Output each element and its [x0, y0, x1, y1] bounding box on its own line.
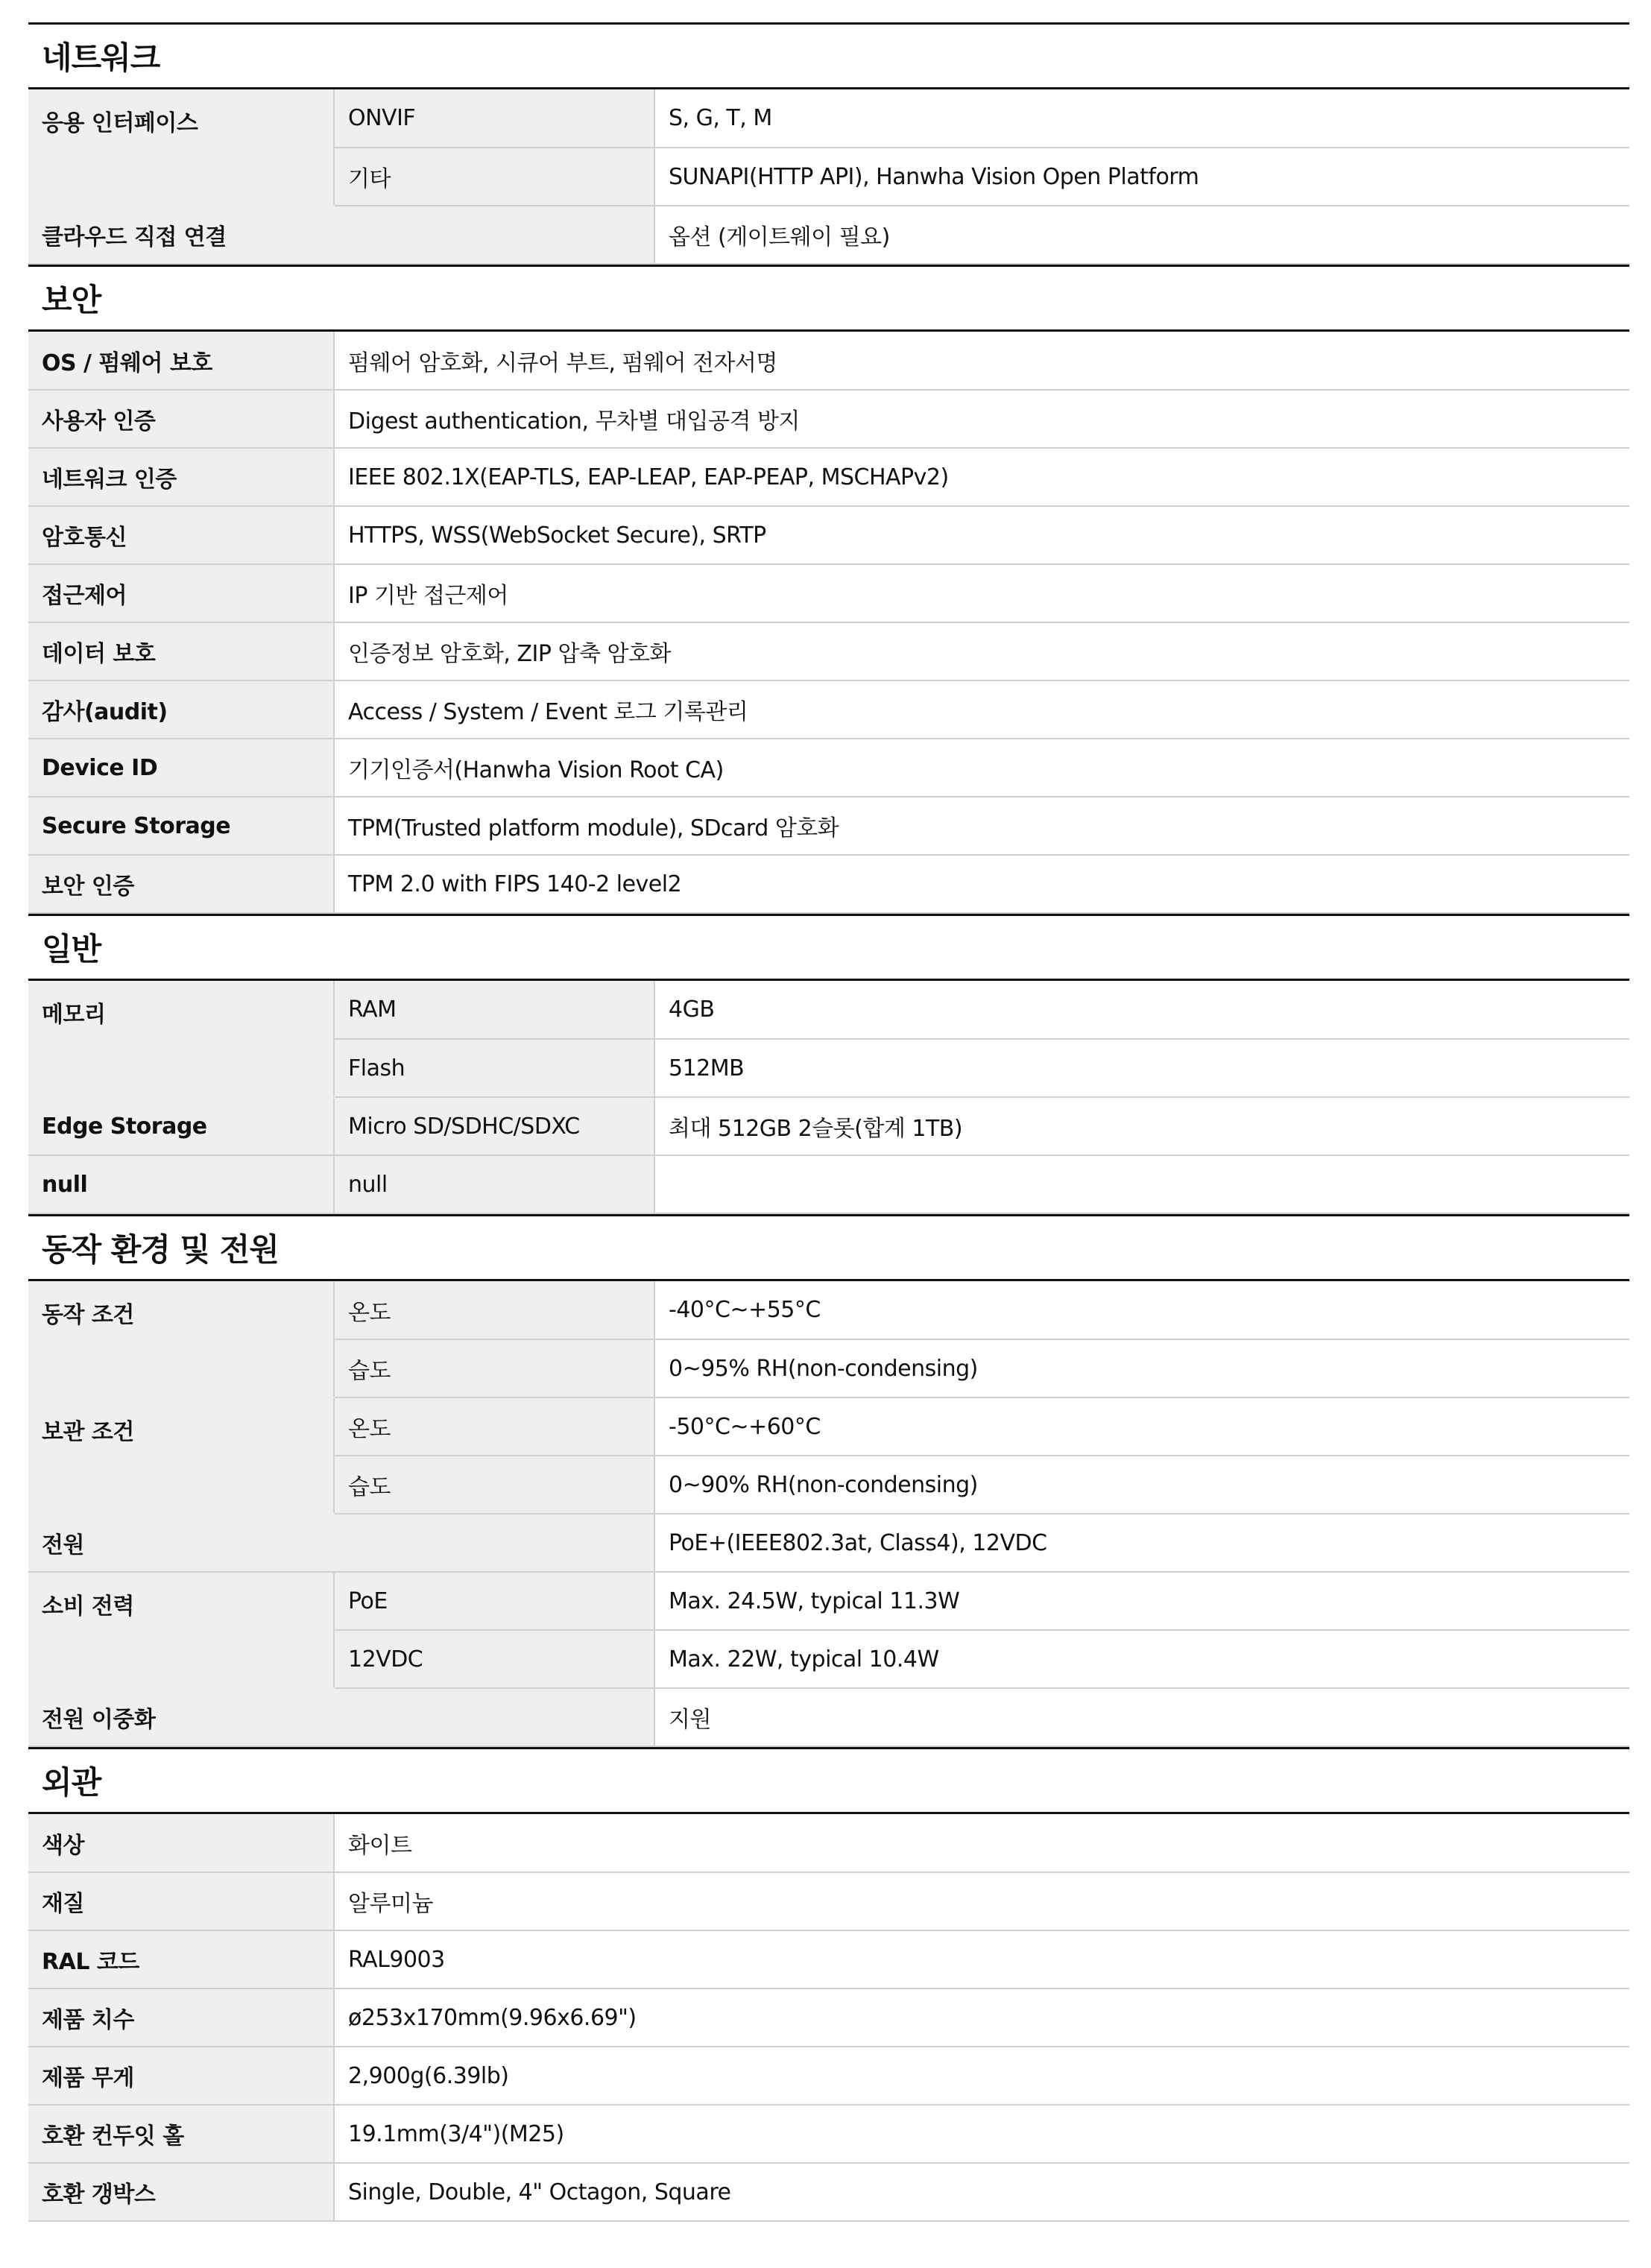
flash-label: Flash [334, 1039, 654, 1097]
security-label: 사용자 인증 [28, 390, 334, 448]
table-row [28, 206, 1629, 264]
security-label: 접근제어 [28, 564, 334, 622]
table-row [28, 2047, 1629, 2105]
exterior-label: 제품 무게 [28, 2047, 334, 2105]
section-title-general: 일반 [28, 914, 1629, 981]
table-row [28, 739, 1629, 797]
section-title-exterior: 외관 [28, 1747, 1629, 1814]
table-row [28, 1397, 1629, 1456]
st-temp-value: -50°C~+60°C [654, 1397, 1629, 1456]
cloud-label: 클라우드 직접 연결 [28, 206, 654, 264]
security-label: 데이터 보호 [28, 622, 334, 680]
st-humidity-label: 습도 [334, 1456, 654, 1514]
table-row [28, 1281, 1629, 1339]
environment-table [28, 1281, 1629, 1747]
edge-storage-label: Edge Storage [28, 1097, 334, 1155]
section-title-security: 보안 [28, 265, 1629, 332]
op-temp-label: 온도 [334, 1281, 654, 1339]
table-row [28, 506, 1629, 564]
op-temp-value: -40°C~+55°C [654, 1281, 1629, 1339]
section-title-network: 네트워크 [28, 22, 1629, 89]
table-row [28, 332, 1629, 390]
security-label: 암호통신 [28, 506, 334, 564]
exterior-label: RAL 코드 [28, 1930, 334, 1989]
etc-value: SUNAPI(HTTP API), Hanwha Vision Open Platform [654, 148, 1629, 206]
security-table [28, 332, 1629, 914]
flash-value: 512MB [654, 1039, 1629, 1097]
table-row [28, 1872, 1629, 1930]
storage-condition-label: 보관 조건 [28, 1397, 334, 1514]
security-value: TPM 2.0 with FIPS 140-2 level2 [334, 855, 1629, 913]
spec-sheet [28, 22, 1629, 2222]
table-row [28, 89, 1629, 148]
table-row [28, 1572, 1629, 1630]
security-label: 보안 인증 [28, 855, 334, 913]
security-label: 네트워크 인증 [28, 448, 334, 506]
table-row [28, 622, 1629, 680]
security-value: Digest authentication, 무차별 대입공격 방지 [334, 390, 1629, 448]
table-row [28, 797, 1629, 855]
table-row [28, 564, 1629, 622]
table-row [28, 1097, 1629, 1155]
exterior-label: 색상 [28, 1814, 334, 1872]
table-row [28, 448, 1629, 506]
table-row [28, 1930, 1629, 1989]
power-label: 전원 [28, 1514, 654, 1572]
security-label: Device ID [28, 739, 334, 797]
table-row [28, 1814, 1629, 1872]
security-label: 감사(audit) [28, 680, 334, 739]
table-row [28, 981, 1629, 1039]
power-redundancy-value: 지원 [654, 1688, 1629, 1746]
null-sub: null [334, 1155, 654, 1213]
table-row [28, 390, 1629, 448]
exterior-table [28, 1814, 1629, 2222]
onvif-label: ONVIF [334, 89, 654, 148]
exterior-value: RAL9003 [334, 1930, 1629, 1989]
st-temp-label: 온도 [334, 1397, 654, 1456]
security-value: 펌웨어 암호화, 시큐어 부트, 펌웨어 전자서명 [334, 332, 1629, 390]
exterior-value: 2,900g(6.39lb) [334, 2047, 1629, 2105]
exterior-value: Single, Double, 4" Octagon, Square [334, 2163, 1629, 2221]
exterior-value: 화이트 [334, 1814, 1629, 1872]
power-redundancy-label: 전원 이중화 [28, 1688, 654, 1746]
security-value: IEEE 802.1X(EAP-TLS, EAP-LEAP, EAP-PEAP, MSCHAPv2) [334, 448, 1629, 506]
table-row [28, 2105, 1629, 2163]
security-value: HTTPS, WSS(WebSocket Secure), SRTP [334, 506, 1629, 564]
security-value: 기기인증서(Hanwha Vision Root CA) [334, 739, 1629, 797]
op-humidity-label: 습도 [334, 1339, 654, 1397]
exterior-label: 호환 컨두잇 홀 [28, 2105, 334, 2163]
security-value: IP 기반 접근제어 [334, 564, 1629, 622]
exterior-value: 알루미늄 [334, 1872, 1629, 1930]
onvif-value: S, G, T, M [654, 89, 1629, 148]
exterior-label: 제품 치수 [28, 1989, 334, 2047]
ram-label: RAM [334, 981, 654, 1039]
exterior-value: ø253x170mm(9.96x6.69") [334, 1989, 1629, 2047]
exterior-label: 호환 갱박스 [28, 2163, 334, 2221]
null-value [654, 1155, 1629, 1213]
table-row [28, 1155, 1629, 1213]
security-value: Access / System / Event 로그 기록관리 [334, 680, 1629, 739]
table-row [28, 680, 1629, 739]
vdc-value: Max. 22W, typical 10.4W [654, 1630, 1629, 1688]
op-humidity-value: 0~95% RH(non-condensing) [654, 1339, 1629, 1397]
network-table [28, 89, 1629, 265]
null-label: null [28, 1155, 334, 1213]
edge-storage-value: 최대 512GB 2슬롯(합계 1TB) [654, 1097, 1629, 1155]
table-row [28, 2163, 1629, 2221]
security-label: OS / 펌웨어 보호 [28, 332, 334, 390]
edge-storage-sub: Micro SD/SDHC/SDXC [334, 1097, 654, 1155]
table-row [28, 1989, 1629, 2047]
poe-value: Max. 24.5W, typical 11.3W [654, 1572, 1629, 1630]
poe-label: PoE [334, 1572, 654, 1630]
vdc-label: 12VDC [334, 1630, 654, 1688]
app-interface-label: 응용 인터페이스 [28, 89, 334, 206]
cloud-value: 옵션 (게이트웨이 필요) [654, 206, 1629, 264]
table-row [28, 1688, 1629, 1746]
ram-value: 4GB [654, 981, 1629, 1039]
power-consumption-label: 소비 전력 [28, 1572, 334, 1688]
exterior-value: 19.1mm(3/4")(M25) [334, 2105, 1629, 2163]
security-value: 인증정보 암호화, ZIP 압축 암호화 [334, 622, 1629, 680]
power-value: PoE+(IEEE802.3at, Class4), 12VDC [654, 1514, 1629, 1572]
etc-label: 기타 [334, 148, 654, 206]
operating-condition-label: 동작 조건 [28, 1281, 334, 1397]
table-row [28, 1514, 1629, 1572]
section-title-environment: 동작 환경 및 전원 [28, 1214, 1629, 1281]
memory-label: 메모리 [28, 981, 334, 1097]
security-value: TPM(Trusted platform module), SDcard 암호화 [334, 797, 1629, 855]
st-humidity-value: 0~90% RH(non-condensing) [654, 1456, 1629, 1514]
security-label: Secure Storage [28, 797, 334, 855]
general-table [28, 981, 1629, 1214]
table-row [28, 855, 1629, 913]
exterior-label: 재질 [28, 1872, 334, 1930]
